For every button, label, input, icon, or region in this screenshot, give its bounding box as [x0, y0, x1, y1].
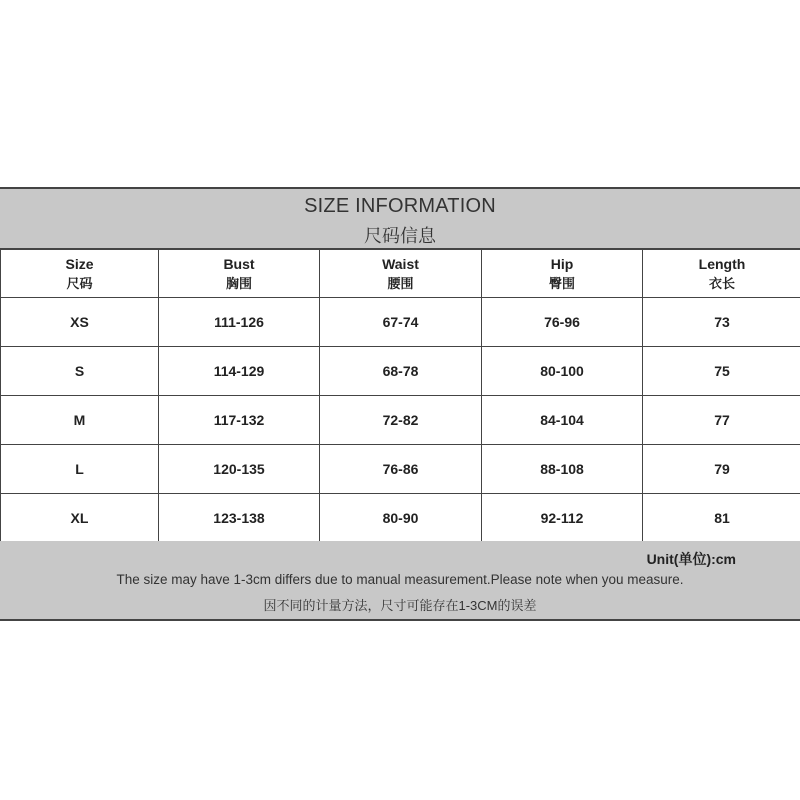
cell-bust: 114-129	[159, 347, 320, 396]
cell-waist: 68-78	[320, 347, 482, 396]
column-header-label-cn: 尺码	[66, 275, 93, 291]
column-header-label: Waist	[382, 255, 419, 272]
cell-length: 73	[643, 298, 800, 347]
column-header-label: Size	[65, 255, 94, 272]
cell-hip: 92-112	[482, 494, 643, 543]
title-chinese: 尺码信息	[364, 226, 436, 246]
cell-length: 75	[643, 347, 800, 396]
cell-waist: 80-90	[320, 494, 482, 543]
title-english: SIZE INFORMATION	[304, 195, 496, 217]
column-header-label: Length	[698, 255, 746, 272]
cell-waist: 67-74	[320, 298, 482, 347]
cell-size: L	[1, 445, 159, 494]
table-row	[1, 494, 800, 543]
cell-hip: 80-100	[482, 347, 643, 396]
column-header-size	[1, 250, 159, 298]
cell-bust: 117-132	[159, 396, 320, 445]
cell-hip: 76-96	[482, 298, 643, 347]
table-header-row	[1, 250, 800, 298]
size-table	[0, 249, 800, 543]
column-header-label-cn: 臀围	[548, 275, 575, 291]
cell-length: 81	[643, 494, 800, 543]
column-header-length	[643, 250, 800, 298]
cell-length: 79	[643, 445, 800, 494]
unit-label: Unit(单位):cm	[646, 551, 736, 567]
column-header-hip	[482, 250, 643, 298]
cell-hip: 84-104	[482, 396, 643, 445]
cell-size: S	[1, 347, 159, 396]
cell-bust: 120-135	[159, 445, 320, 494]
cell-bust: 111-126	[159, 298, 320, 347]
cell-size: XS	[1, 298, 159, 347]
column-header-label-cn: 胸围	[225, 275, 252, 291]
cell-length: 77	[643, 396, 800, 445]
column-header-label-cn: 衣长	[708, 275, 735, 291]
table-row	[1, 298, 800, 347]
column-header-label: Bust	[223, 255, 255, 272]
cell-waist: 72-82	[320, 396, 482, 445]
table-row	[1, 347, 800, 396]
measurement-note-chinese: 因不同的计量方法，尺寸可能存在1-3CM的误差	[263, 598, 537, 613]
table-row	[1, 445, 800, 494]
column-header-label: Hip	[550, 255, 574, 272]
cell-size: M	[1, 396, 159, 445]
column-header-waist	[320, 250, 482, 298]
column-header-bust	[159, 250, 320, 298]
column-header-label-cn: 腰围	[387, 275, 414, 291]
size-chart	[0, 187, 800, 621]
cell-bust: 123-138	[159, 494, 320, 543]
table-row	[1, 396, 800, 445]
cell-hip: 88-108	[482, 445, 643, 494]
cell-size: XL	[1, 494, 159, 543]
size-chart-header	[0, 187, 800, 249]
measurement-note-english: The size may have 1-3cm differs due to manual measurement.Please note when you measure.	[116, 572, 684, 587]
cell-waist: 76-86	[320, 445, 482, 494]
size-chart-footer	[0, 541, 800, 621]
